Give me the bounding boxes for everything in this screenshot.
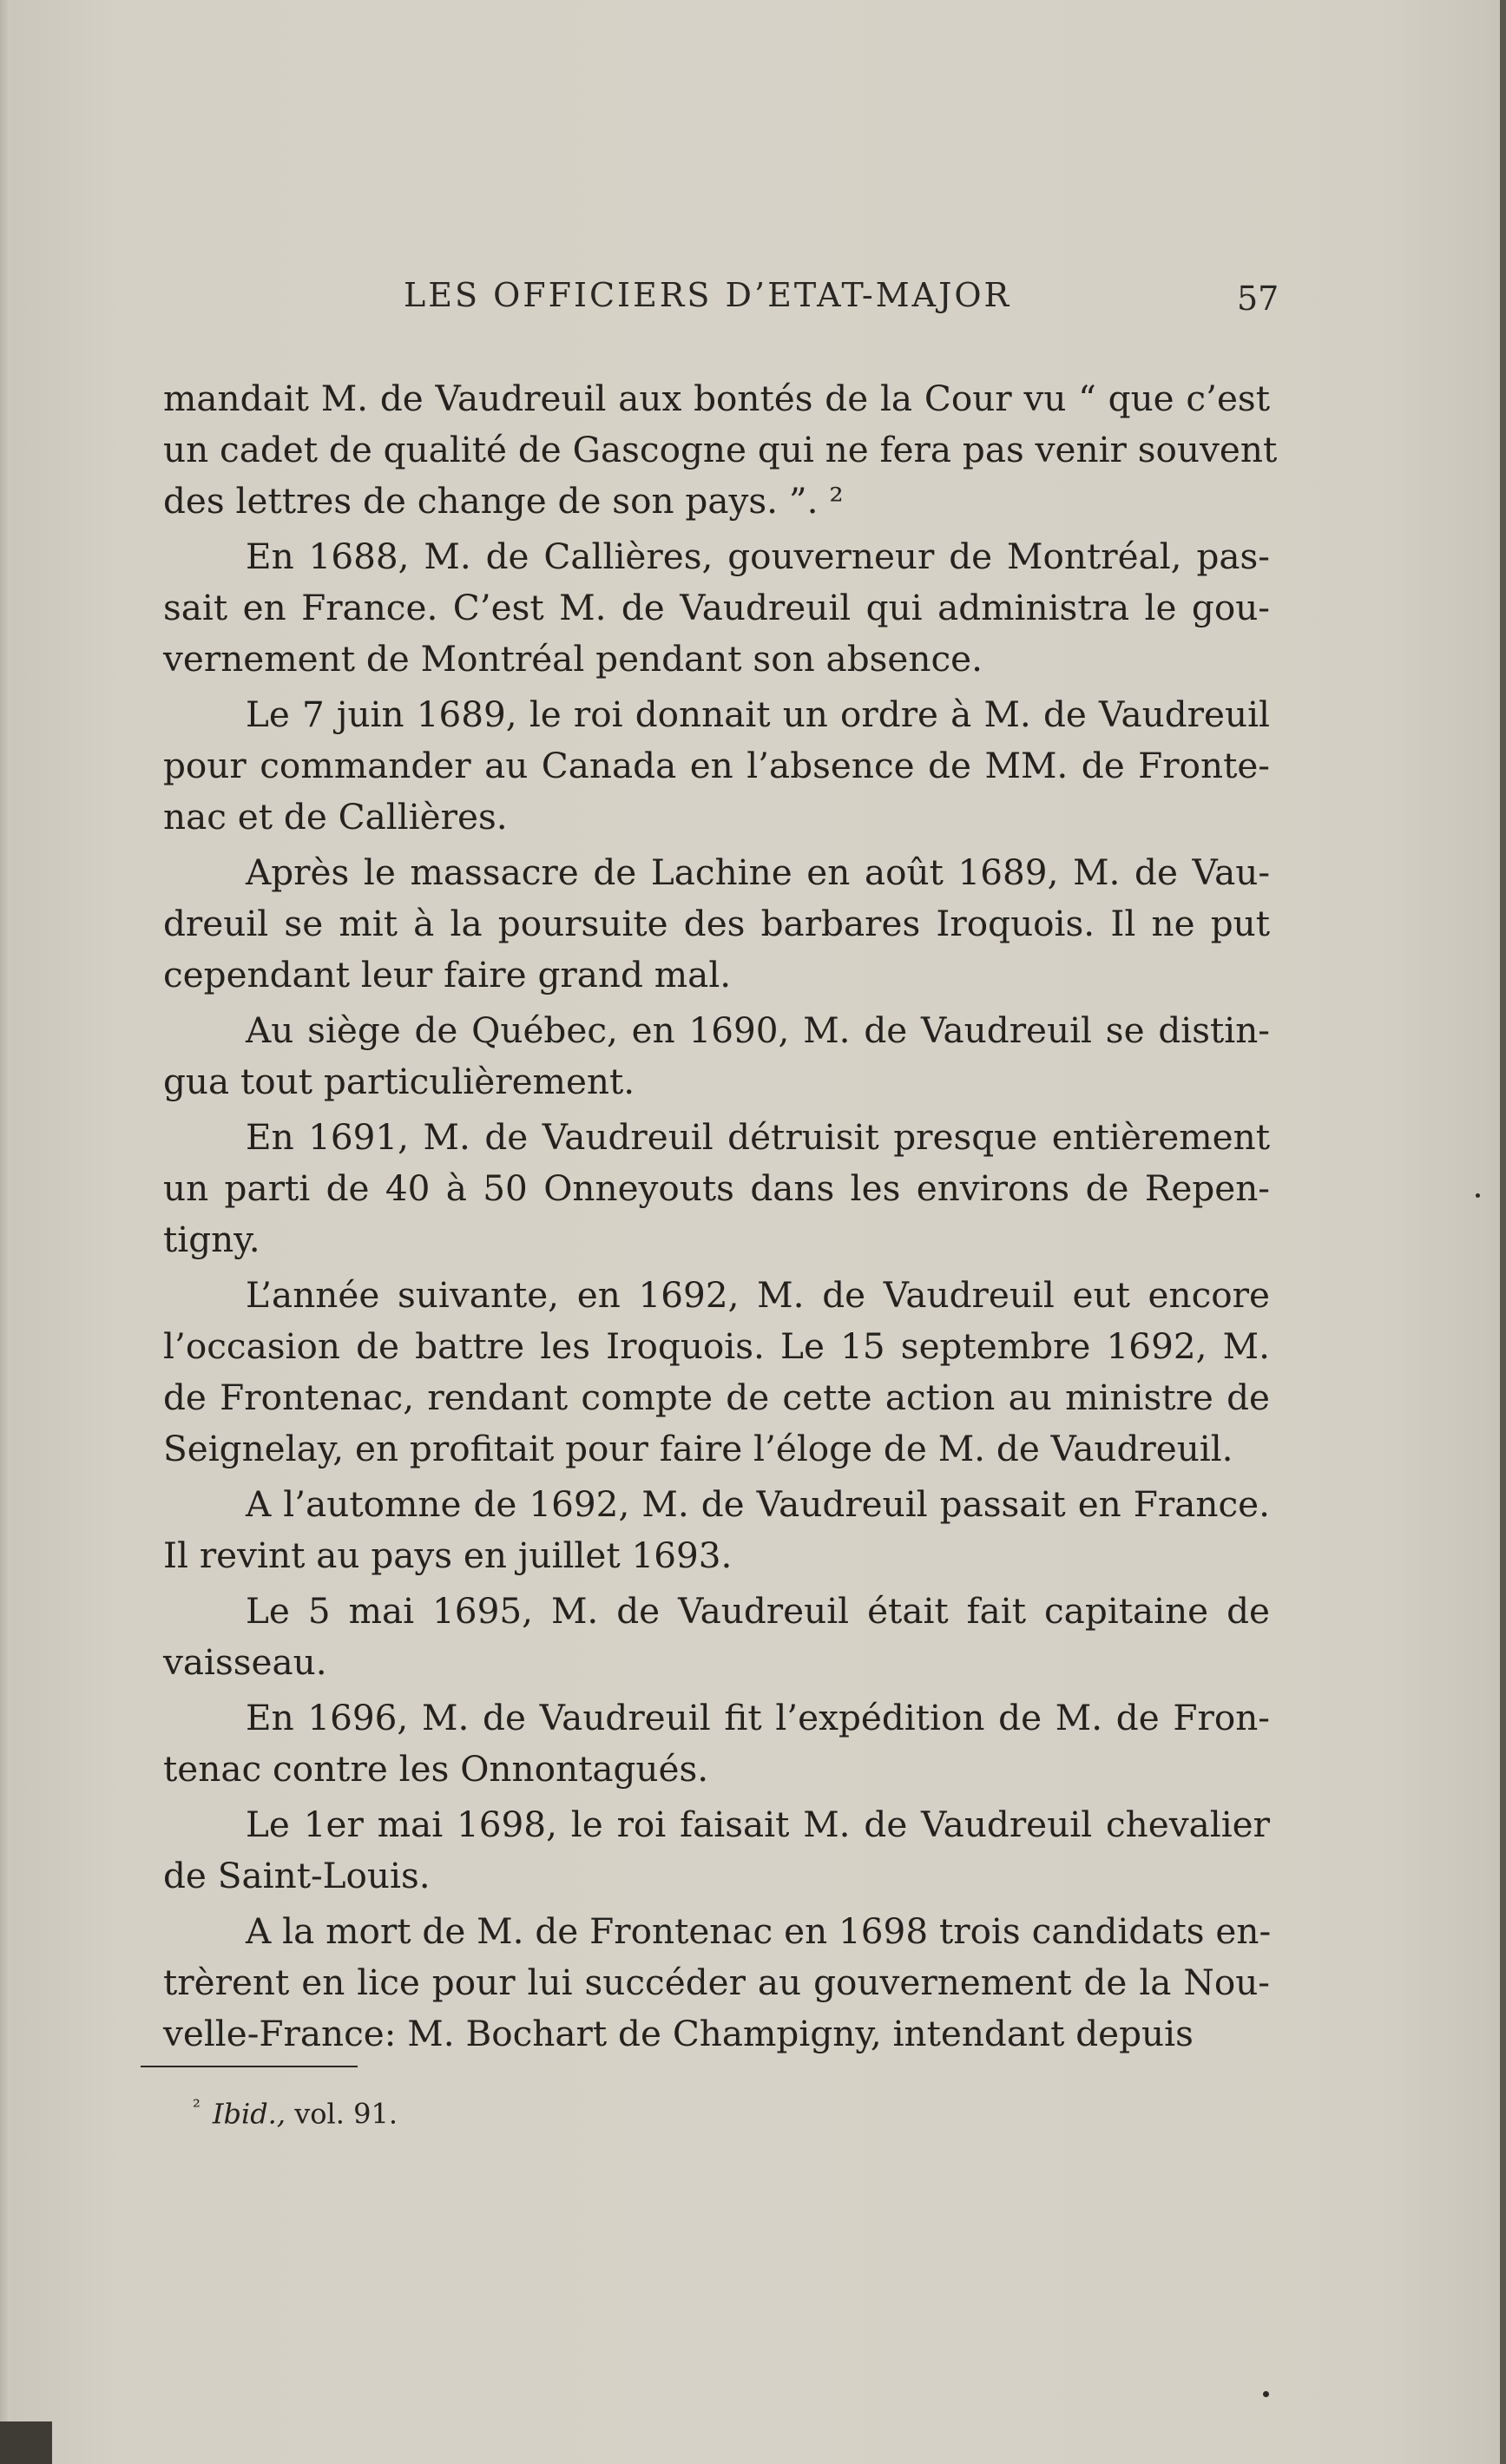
footnote-rule (141, 2066, 358, 2067)
footnote-text: vol. 91. (294, 2097, 398, 2131)
paragraph (163, 373, 1278, 527)
page-number: 57 (1237, 279, 1279, 318)
text-line: velle-France: M. Bochart de Champigny, intendant depuis (163, 2013, 1194, 2054)
paragraph (163, 689, 1270, 843)
text-line: dreuil se mit à la poursuite des barbares Iroquois. Il ne put (163, 903, 1270, 944)
paragraph (163, 531, 1270, 685)
paragraph (163, 1005, 1270, 1107)
text-line: En 1691, M. de Vaudreuil détruisit presque entièrement (246, 1116, 1270, 1158)
text-line: Il revint au pays en juillet 1693. (163, 1534, 733, 1576)
text-line: de Saint-Louis. (163, 1855, 431, 1896)
paragraph (163, 1586, 1270, 1688)
footnote-ibid: Ibid., (212, 2097, 286, 2131)
text-line: nac et de Callières. (163, 796, 508, 838)
running-head-title: LES OFFICIERS D’ETAT-MAJOR (404, 276, 1012, 314)
text-line: A l’automne de 1692, M. de Vaudreuil passait en France. (246, 1483, 1270, 1525)
paper-speck (1263, 2391, 1269, 2397)
text-line: tenac contre les Onnontagués. (163, 1748, 709, 1790)
text-line: Le 5 mai 1695, M. de Vaudreuil était fait capitaine de (246, 1590, 1270, 1632)
text-line: un cadet de qualité de Gascogne qui ne fera pas venir souvent (163, 429, 1278, 470)
text-line: cependant leur faire grand mal. (163, 954, 732, 995)
text-line: un parti de 40 à 50 Onneyouts dans les environs de Repen- (163, 1167, 1270, 1209)
scan-edge (0, 2421, 52, 2464)
footnote (193, 2097, 398, 2131)
text-line: Au siège de Québec, en 1690, M. de Vaudreuil se distin- (246, 1009, 1270, 1051)
text-line: L’année suivante, en 1692, M. de Vaudreuil eut encore (246, 1274, 1270, 1316)
text-line: A la mort de M. de Frontenac en 1698 trois candidats en- (246, 1910, 1272, 1952)
running-head (165, 276, 1279, 318)
text-line: Seignelay, en profitait pour faire l’éloge de M. de Vaudreuil. (163, 1428, 1233, 1469)
footnote-mark: ² (193, 2097, 201, 2119)
body-text (163, 373, 1278, 2064)
text-line: Le 7 juin 1689, le roi donnait un ordre à M. de Vaudreuil (246, 693, 1270, 735)
paragraph (163, 1906, 1270, 2060)
text-line: mandait M. de Vaudreuil aux bontés de la Cour vu “ que c’est (163, 378, 1270, 419)
paper-speck (1476, 1193, 1480, 1198)
paragraph (163, 1479, 1270, 1581)
paragraph (163, 1270, 1270, 1475)
text-line: Après le massacre de Lachine en août 1689, M. de Vau- (246, 851, 1270, 893)
text-line: tigny. (163, 1219, 260, 1260)
paragraph (163, 1799, 1270, 1902)
text-line: vernement de Montréal pendant son absence. (163, 638, 983, 680)
paragraph (163, 847, 1270, 1001)
text-line: En 1696, M. de Vaudreuil fit l’expédition de M. de Fron- (246, 1697, 1270, 1738)
text-line: de Frontenac, rendant compte de cette action au ministre de (163, 1377, 1270, 1418)
text-line: des lettres de change de son pays. ”. ² (163, 480, 844, 522)
text-line: pour commander au Canada en l’absence de MM. de Fronte- (163, 745, 1270, 786)
text-line: En 1688, M. de Callières, gouverneur de Montréal, pas- (246, 536, 1270, 577)
paragraph (163, 1112, 1270, 1265)
page-gutter-shadow (0, 0, 10, 2464)
text-line: Le 1er mai 1698, le roi faisait M. de Vaudreuil chevalier (246, 1804, 1270, 1845)
text-line: gua tout particulièrement. (163, 1061, 635, 1102)
text-line: sait en France. C’est M. de Vaudreuil qui administra le gou- (163, 587, 1270, 628)
text-line: l’occasion de battre les Iroquois. Le 15 septembre 1692, M. (163, 1325, 1270, 1367)
paragraph (163, 1692, 1270, 1795)
text-line: trèrent en lice pour lui succéder au gouvernement de la Nou- (163, 1961, 1270, 2003)
text-line: vaisseau. (163, 1641, 327, 1683)
